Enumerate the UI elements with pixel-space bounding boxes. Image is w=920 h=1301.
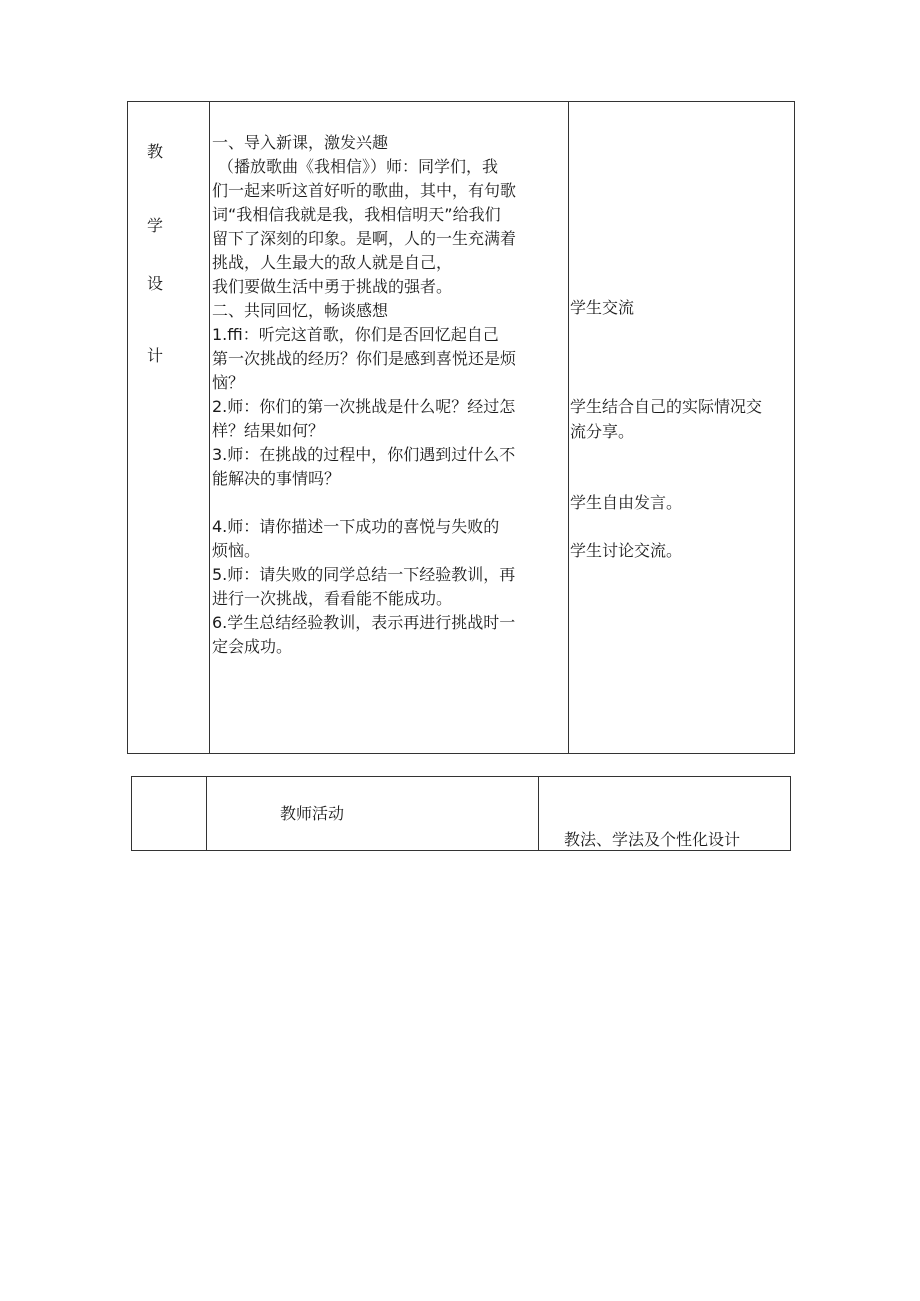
content-line: 二、共同回忆，畅谈感想 (212, 301, 389, 320)
content-line: 定会成功。 (212, 637, 293, 656)
content-line: （播放歌曲《我相信》）师：同学们，我 (218, 157, 499, 176)
column-divider (538, 777, 539, 850)
content-line: 烦恼。 (212, 541, 261, 560)
teacher-activity-header: 教师活动 (280, 804, 345, 823)
content-line: 1.ffi：听完这首歌，你们是否回忆起自己 (212, 325, 499, 344)
student-activity-note: 学生结合自己的实际情况交 (570, 397, 763, 416)
content-line: 词“我相信我就是我，我相信明天”给我们 (212, 205, 501, 224)
column-divider (568, 102, 569, 753)
content-line: 一、导入新课，激发兴趣 (212, 133, 389, 152)
content-line: 5.师：请失败的同学总结一下经验教训，再 (212, 565, 516, 584)
student-activity-note: 流分享。 (570, 422, 635, 441)
content-line: 第一次挑战的经历？你们是感到喜悦还是烦 (212, 349, 517, 368)
column-divider (209, 102, 210, 753)
student-activity-note: 学生自由发言。 (570, 493, 683, 512)
content-line: 恼？ (212, 373, 245, 392)
content-line: 样？结果如何？ (212, 421, 325, 440)
teaching-content (212, 131, 516, 659)
content-line: 进行一次挑战，看看能不能成功。 (212, 589, 453, 608)
content-line (212, 491, 516, 515)
header-table (131, 776, 791, 851)
lesson-design-table (127, 101, 795, 754)
side-label-char: 计 (147, 346, 164, 365)
content-line: 6.学生总结经验教训，表示再进行挑战时一 (212, 613, 516, 632)
side-label-char: 设 (147, 274, 164, 293)
side-label-char: 教 (147, 142, 164, 161)
content-line: 能解决的事情吗？ (212, 469, 341, 488)
content-line: 我们要做生活中勇于挑战的强者。 (212, 277, 453, 296)
content-line: 3.师：在挑战的过程中，你们遇到过什么不 (212, 445, 516, 464)
column-divider (206, 777, 207, 850)
content-line: 挑战，人生最大的敌人就是自己， (212, 253, 453, 272)
method-design-header: 教法、学法及个性化设计 (564, 830, 741, 849)
content-line: 留下了深刻的印象。是啊，人的一生充满着 (212, 229, 517, 248)
content-line: 们一起来听这首好听的歌曲，其中，有句歌 (212, 181, 517, 200)
content-line: 4.师：请你描述一下成功的喜悦与失败的 (212, 517, 500, 536)
student-activity-note: 学生交流 (570, 298, 635, 317)
student-activity-note: 学生讨论交流。 (570, 541, 683, 560)
side-label-char: 学 (147, 216, 164, 235)
content-line: 2.师：你们的第一次挑战是什么呢？经过怎 (212, 397, 516, 416)
